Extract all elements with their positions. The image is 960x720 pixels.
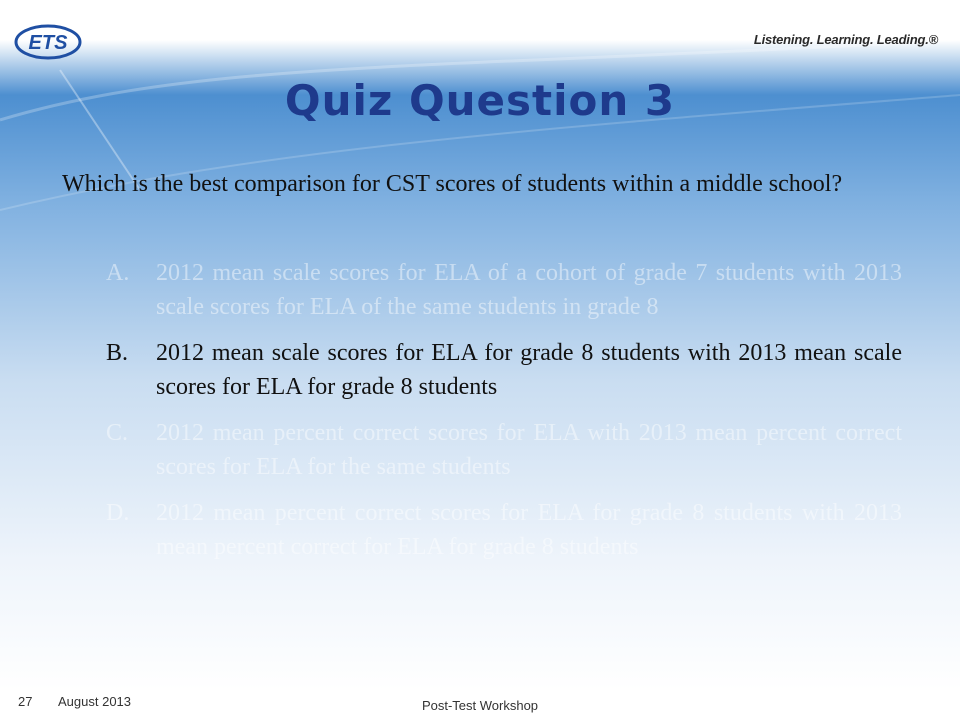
option-a	[106, 256, 902, 324]
slide-title: Quiz Question 3	[284, 76, 676, 125]
company-tagline: Listening. Learning. Leading.®	[753, 32, 938, 47]
ets-logo	[14, 22, 86, 62]
option-letter: A.	[106, 260, 130, 286]
option-c	[106, 416, 902, 484]
footer-workshop-title: Post-Test Workshop	[421, 698, 539, 713]
option-letter: B.	[106, 340, 129, 366]
option-text: 2012 mean scale scores for ELA of a cohort of grade 7 students with 2013 scale scores for ELA of the same students in grade 8	[156, 260, 902, 320]
option-text: 2012 mean percent correct scores for ELA for grade 8 students with 2013 mean percent correct for ELA for grade 8 students	[156, 500, 902, 560]
option-b	[106, 336, 902, 404]
svg-text:ETS: ETS	[28, 32, 68, 54]
option-letter: C.	[106, 420, 129, 446]
option-d	[106, 496, 902, 564]
option-text: 2012 mean scale scores for ELA for grade 8 students with 2013 mean scale scores for ELA for grade 8 students	[156, 340, 902, 400]
option-letter: D.	[106, 500, 130, 526]
footer-date: August 2013	[58, 694, 132, 709]
question-text: Which is the best comparison for CST scores of students within a middle school?	[62, 171, 843, 197]
page-number: 27	[18, 694, 33, 709]
answer-options	[106, 256, 902, 576]
option-text: 2012 mean percent correct scores for ELA with 2013 mean percent correct scores for ELA for the same students	[156, 420, 902, 480]
